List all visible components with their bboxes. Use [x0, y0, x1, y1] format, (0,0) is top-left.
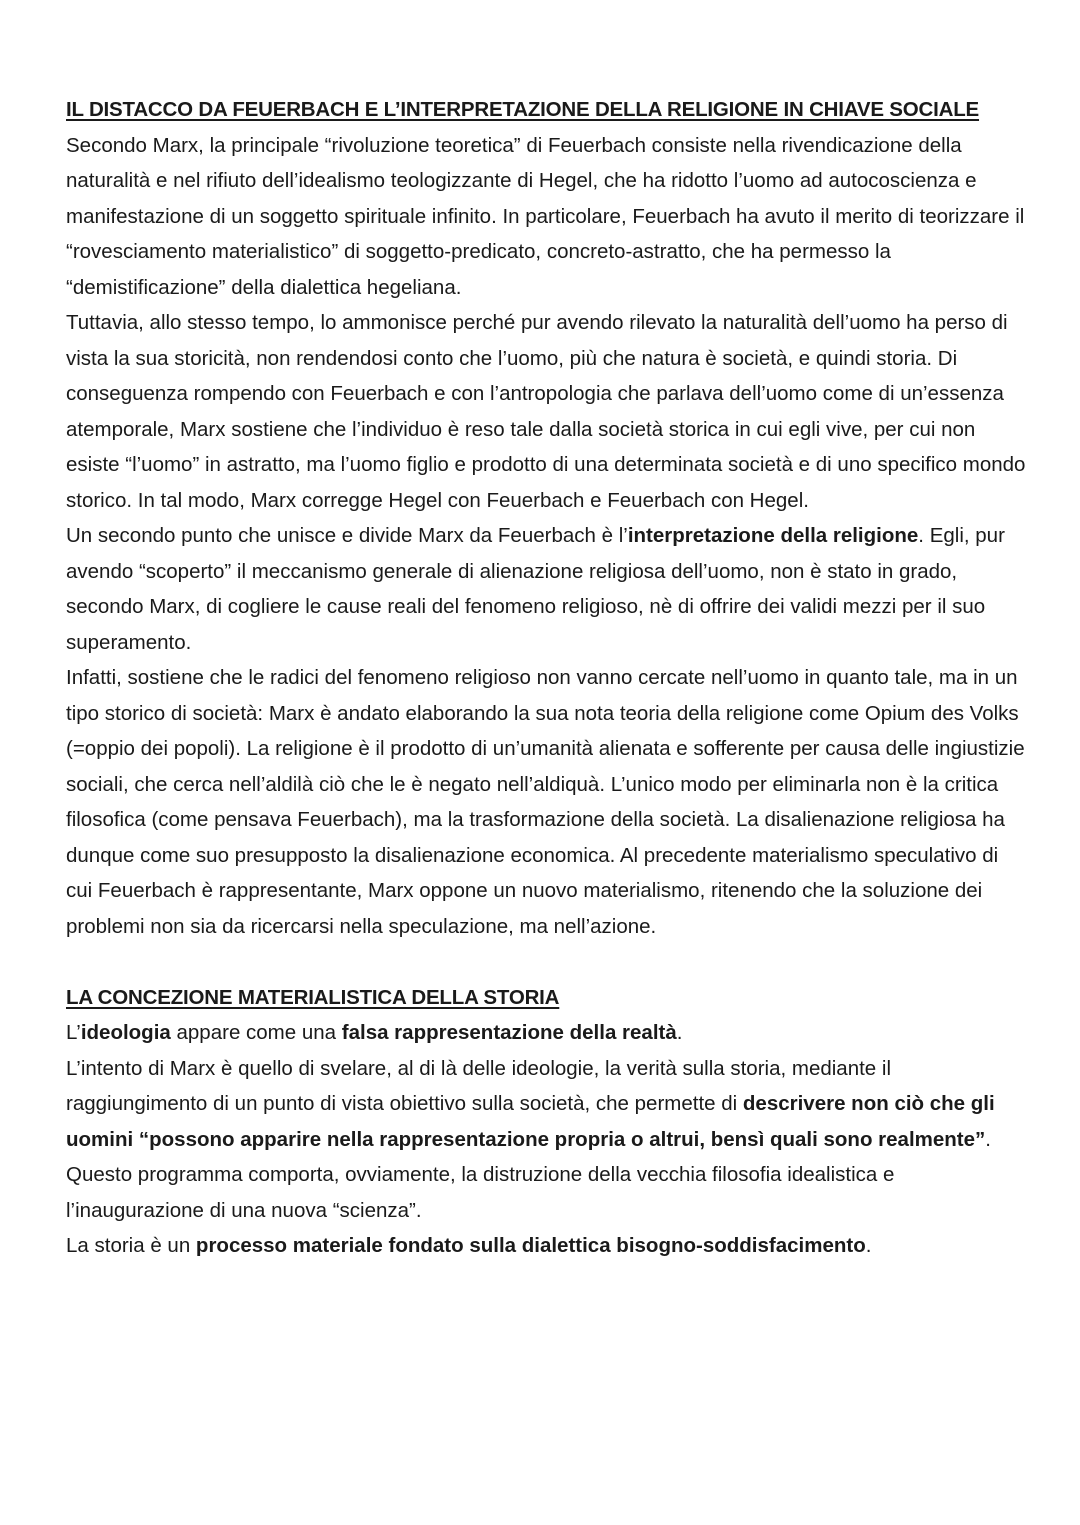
bold-text: falsa rappresentazione della realtà: [341, 1021, 677, 1044]
paragraph: [66, 1051, 1026, 1229]
section-spacer: [66, 944, 1026, 980]
section-feuerbach: [66, 92, 1026, 944]
paragraph: [66, 128, 1026, 306]
text-run: . Questo programma comporta, ovviamente, la distruzione della vecchia filosofia idealistica e l’inaugurazione di una nuova “scienza”.: [66, 1127, 991, 1222]
paragraph: [66, 1228, 1026, 1264]
bold-text: descrivere non ciò che gli uomini “possono apparire nella rappresentazione propria o altrui, bensì quali sono realmente”: [66, 1092, 995, 1151]
paragraph: [66, 518, 1026, 660]
section-heading: LA CONCEZIONE MATERIALISTICA DELLA STORIA: [66, 985, 560, 1009]
document-page: [66, 92, 1026, 1264]
section-heading: IL DISTACCO DA FEUERBACH E L’INTERPRETAZIONE DELLA RELIGIONE IN CHIAVE SOCIALE: [66, 98, 980, 121]
text-run: La storia è un: [66, 1234, 196, 1257]
text-run: Tuttavia, allo stesso tempo, lo ammonisce perché pur avendo rilevato la naturalità dell’uomo ha perso di vista la sua storicità, non rendendosi conto che l’uomo, più che natura è società, e quindi storia. Di conseguenza rompendo con Feuerbach e con l’antropologia che parlava dell’uomo come di un’essenza atemporale, Marx sostiene che l’individuo è reso tale dalla società storica in cui egli vive, per cui non esiste “l’uomo” in astratto, ma l’uomo figlio e prodotto di una determinata società e di uno specifico mondo storico. In tal modo, Marx corregge Hegel con Feuerbach e Feuerbach con Hegel.: [66, 311, 1026, 512]
text-run: Infatti, sostiene che le radici del fenomeno religioso non vanno cercate nell’uomo in quanto tale, ma in un tipo storico di società: Marx è andato elaborando la sua nota teoria della religione come Opium des Volks (=oppio dei popoli). La religione è il prodotto di un’umanità alienata e sofferente per causa delle ingiustizie sociali, che cerca nell’aldilà ciò che le è negato nell’aldiquà. L’unico modo per eliminarla non è la critica filosofica (come pensava Feuerbach), ma la trasformazione della società. La disalienazione religiosa ha dunque come suo presupposto la disalienazione economica. Al precedente materialismo speculativo di cui Feuerbach è rappresentante, Marx oppone un nuovo materialismo, ritenendo che la soluzione dei problemi non sia da ricercarsi nella speculazione, ma nell’azione.: [66, 666, 1025, 938]
text-run: .: [865, 1234, 872, 1257]
section-materialism: [66, 980, 1026, 1264]
text-run: L’intento di Marx è quello di svelare, al di là delle ideologie, la verità sulla storia, mediante il raggiungimento di un punto di vista obiettivo sulla società, che permette di: [66, 1056, 892, 1115]
paragraph: [66, 660, 1026, 944]
paragraph: [66, 1015, 1026, 1051]
text-run: Un secondo punto che unisce e divide Marx da Feuerbach è l’: [66, 524, 628, 547]
text-run: L’: [66, 1021, 81, 1044]
text-run: appare come una: [170, 1021, 342, 1044]
bold-text: interpretazione della religione: [627, 524, 919, 547]
text-run: . Egli, pur avendo “scoperto” il meccanismo generale di alienazione religiosa dell’uomo, non è stato in grado, secondo Marx, di cogliere le cause reali del fenomeno religioso, nè di offrire dei validi mezzi per il suo superamento.: [66, 524, 1005, 654]
bold-text: ideologia: [80, 1021, 171, 1044]
bold-text: processo materiale fondato sulla dialettica bisogno-soddisfacimento: [195, 1234, 866, 1257]
text-run: .: [676, 1021, 683, 1044]
text-run: Secondo Marx, la principale “rivoluzione teoretica” di Feuerbach consiste nella rivendicazione della naturalità e nel rifiuto dell’idealismo teologizzante di Hegel, che ha ridotto l’uomo ad autocoscienza e manifestazione di un soggetto spirituale infinito. In particolare, Feuerbach ha avuto il merito di teorizzare il “rovesciamento materialistico” di soggetto-predicato, concreto-astratto, che ha permesso la “demistificazione” della dialettica hegeliana.: [66, 133, 1025, 299]
paragraph: [66, 305, 1026, 518]
